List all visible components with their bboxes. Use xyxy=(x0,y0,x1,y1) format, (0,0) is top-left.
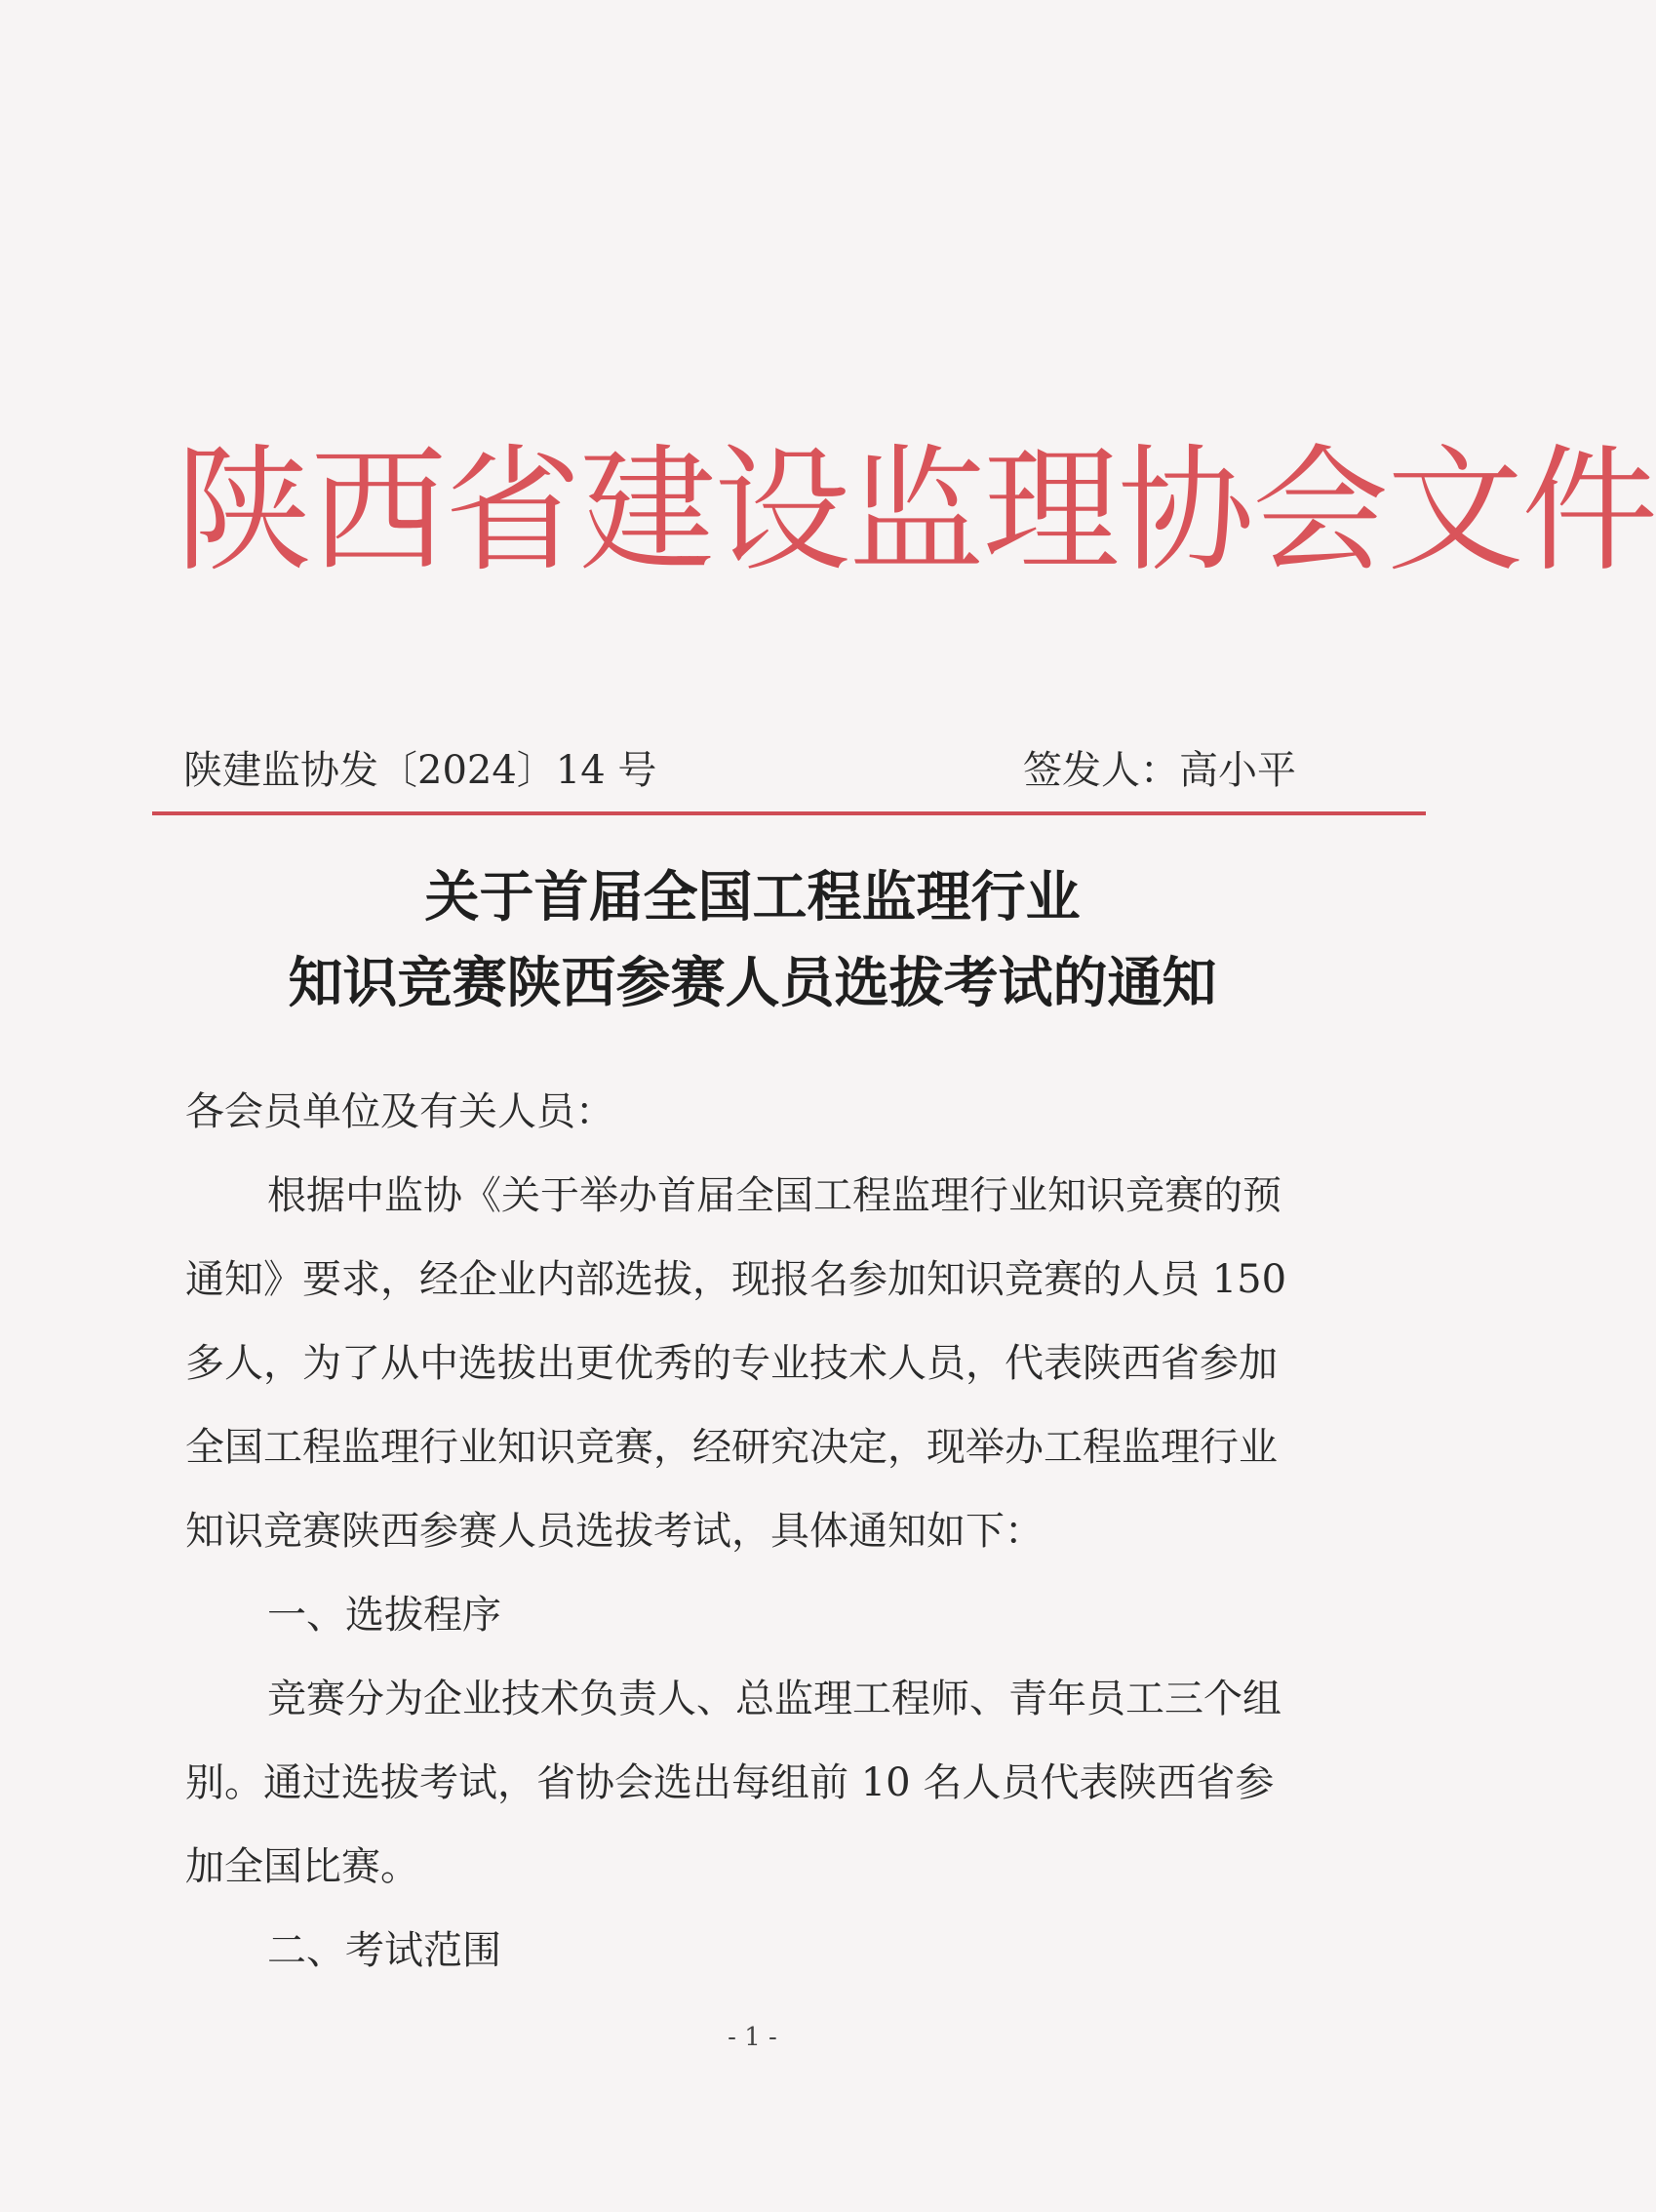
red-divider-line xyxy=(152,811,1426,815)
paragraph-1-line-2: 通知》要求，经企业内部选拔，现报名参加知识竞赛的人员 150 xyxy=(185,1257,1287,1302)
salutation: 各会员单位及有关人员： xyxy=(185,1089,614,1134)
issuer-header-title: 陕西省建设监理协会文件 xyxy=(176,432,1656,591)
notice-title-line-2: 知识竞赛陕西参赛人员选拔考试的通知 xyxy=(288,951,1217,1015)
paragraph-2-line-2: 别。通过选拔考试，省协会选出每组前 10 名人员代表陕西省参 xyxy=(185,1760,1275,1805)
paragraph-1-line-1: 根据中监协《关于举办首届全国工程监理行业知识竞赛的预 xyxy=(267,1173,1281,1218)
paragraph-1-line-3: 多人，为了从中选拔出更优秀的专业技术人员，代表陕西省参加 xyxy=(185,1341,1278,1386)
section-2-heading: 二、考试范围 xyxy=(267,1928,501,1973)
notice-title-line-1: 关于首届全国工程监理行业 xyxy=(424,865,1081,929)
paragraph-1-line-5: 知识竞赛陕西参赛人员选拔考试，具体通知如下： xyxy=(185,1509,1044,1554)
document-number: 陕建监协发〔2024〕14 号 xyxy=(183,748,657,793)
page-number: - 1 - xyxy=(728,2023,777,2052)
paragraph-1-line-4: 全国工程监理行业知识竞赛，经研究决定，现举办工程监理行业 xyxy=(185,1425,1278,1470)
section-1-heading: 一、选拔程序 xyxy=(267,1593,501,1638)
paragraph-2-line-3: 加全国比赛。 xyxy=(185,1844,419,1889)
paragraph-2-line-1: 竞赛分为企业技术负责人、总监理工程师、青年员工三个组 xyxy=(267,1677,1281,1721)
signer: 签发人：高小平 xyxy=(1023,748,1296,793)
